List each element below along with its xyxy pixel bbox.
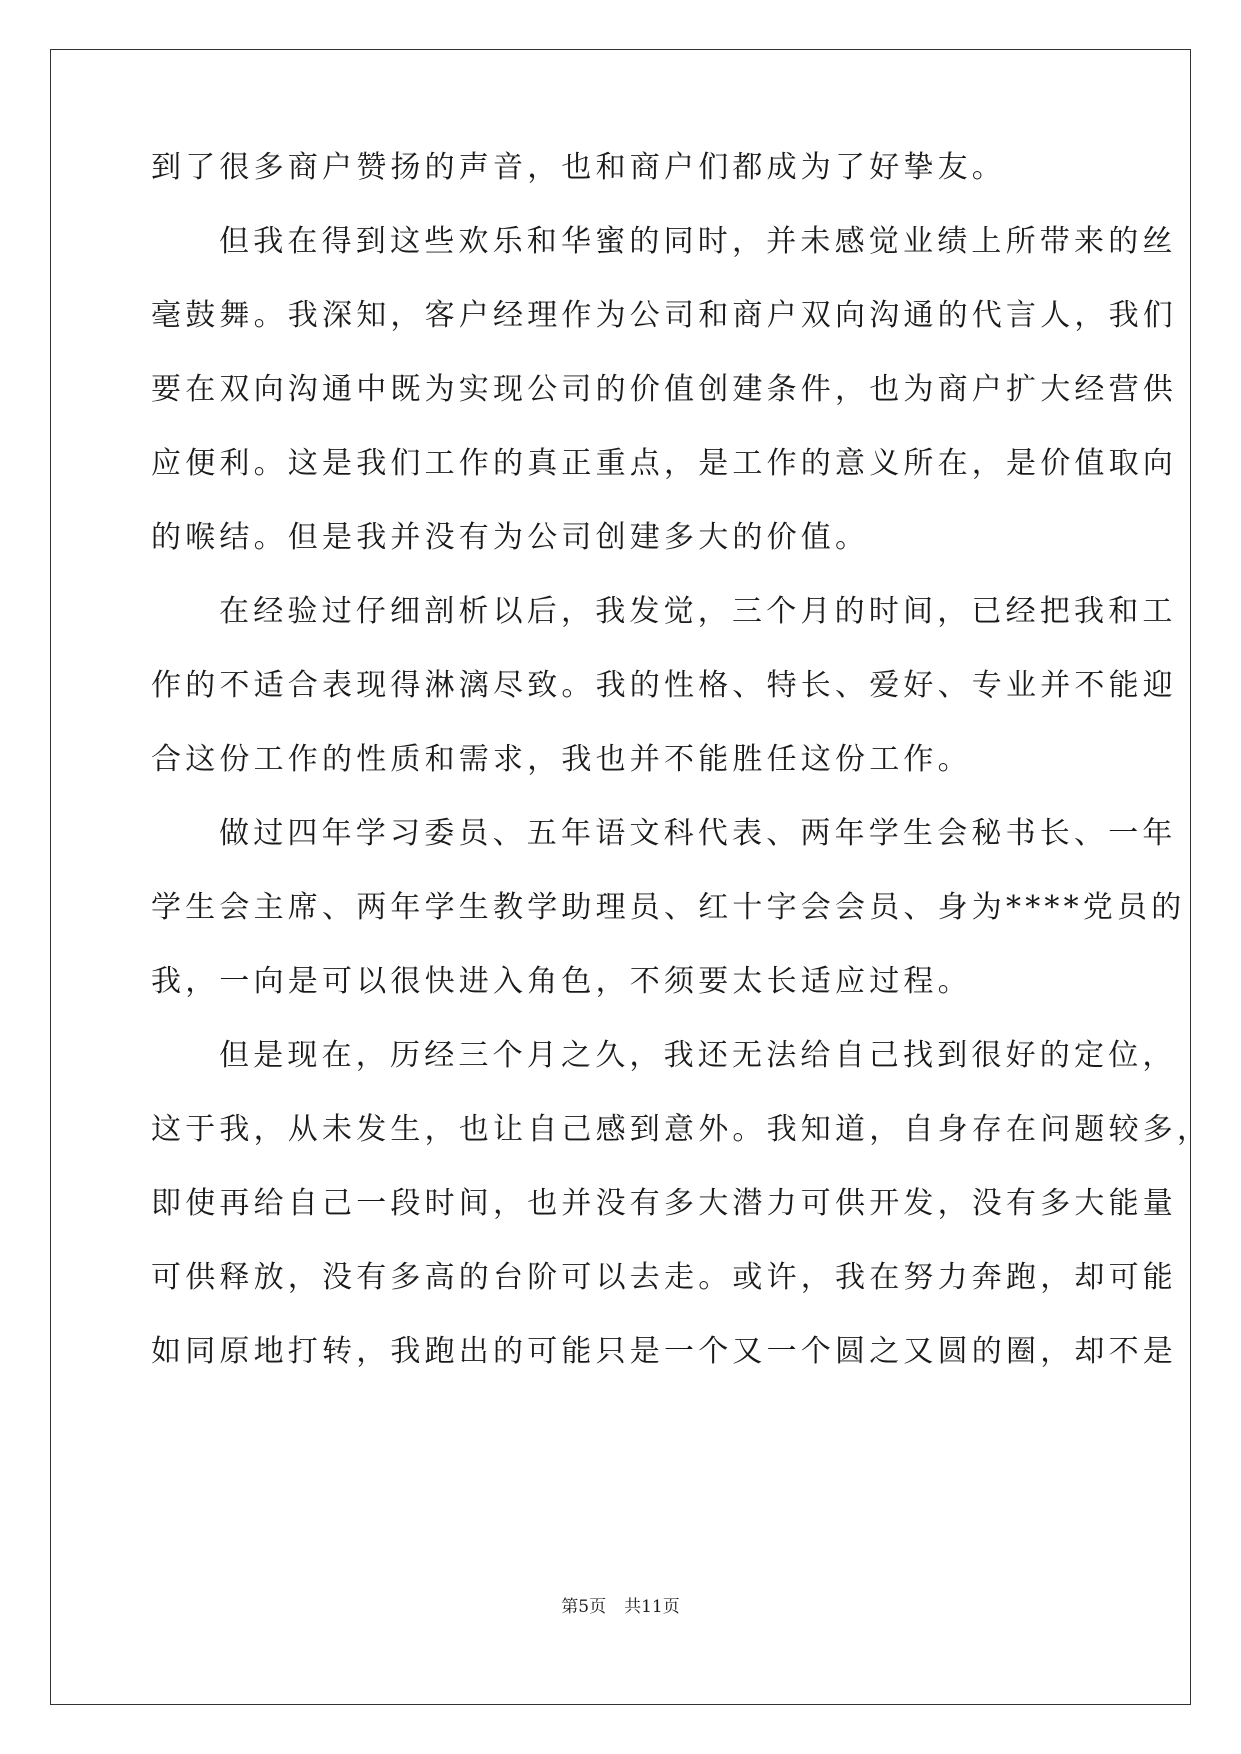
text-line: 但是现在，历经三个月之久，我还无法给自己找到很好的定位， [219, 1038, 1177, 1073]
page-total: 共11页 [624, 1597, 680, 1617]
page-number: 第5页 [561, 1597, 607, 1617]
text-line: 应便利。这是我们工作的真正重点，是工作的意义所在，是价值取向 [151, 446, 1177, 481]
text-line: 如同原地打转，我跑出的可能只是一个又一个圆之又圆的圈，却不是 [151, 1334, 1177, 1369]
text-line: 的喉结。但是我并没有为公司创建多大的价值。 [151, 520, 870, 555]
text-line: 但我在得到这些欢乐和华蜜的同时，并未感觉业绩上所带来的丝 [219, 224, 1177, 259]
text-line: 要在双向沟通中既为实现公司的价值创建条件，也为商户扩大经营供 [151, 372, 1177, 407]
text-line: 毫鼓舞。我深知，客户经理作为公司和商户双向沟通的代言人，我们 [151, 298, 1177, 333]
text-line: 在经验过仔细剖析以后，我发觉，三个月的时间，已经把我和工 [219, 594, 1177, 629]
text-line: 可供释放，没有多高的台阶可以去走。或许，我在努力奔跑，却可能 [151, 1260, 1177, 1295]
text-line: 学生会主席、两年学生教学助理员、红十字会会员、身为****党员的 [151, 890, 1186, 925]
text-line: 做过四年学习委员、五年语文科代表、两年学生会秘书长、一年 [219, 816, 1177, 851]
text-line: 我，一向是可以很快进入角色，不须要太长适应过程。 [151, 964, 972, 999]
page-footer [0, 1595, 1241, 1619]
text-line: 作的不适合表现得淋漓尽致。我的性格、特长、爱好、专业并不能迎 [151, 668, 1177, 703]
text-line: 即使再给自己一段时间，也并没有多大潜力可供开发，没有多大能量 [151, 1186, 1177, 1221]
text-line: 到了很多商户赞扬的声音，也和商户们都成为了好挚友。 [151, 150, 1006, 185]
text-line: 合这份工作的性质和需求，我也并不能胜任这份工作。 [151, 742, 972, 777]
text-line: 这于我，从未发生，也让自己感到意外。我知道，自身存在问题较多， [151, 1112, 1212, 1147]
